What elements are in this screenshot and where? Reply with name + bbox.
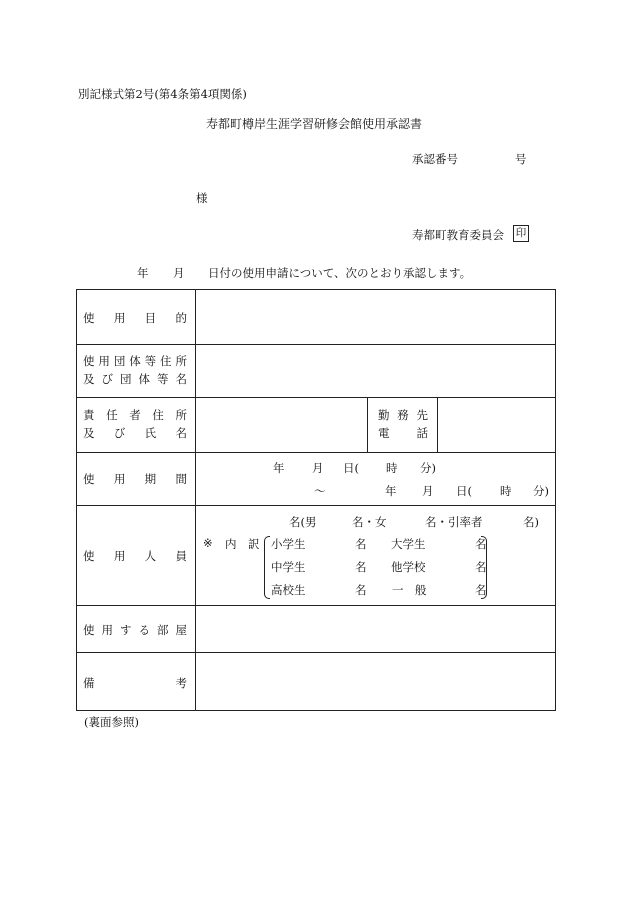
workplace-divider-left xyxy=(367,397,368,452)
row-divider xyxy=(77,505,555,506)
breakdown-brace-left xyxy=(264,536,270,599)
period-start-minute: 分) xyxy=(420,461,436,475)
category-high-school-unit: 名 xyxy=(355,583,367,597)
users-total: 名(男 xyxy=(289,515,317,529)
form-number-label: 別記様式第2号(第4条第4項関係) xyxy=(78,87,247,101)
remarks-field[interactable] xyxy=(196,653,555,711)
period-start-year: 年 xyxy=(273,461,285,475)
category-general-unit: 名 xyxy=(475,583,487,597)
period-end-day: 日( xyxy=(456,484,472,498)
period-start-hour: 時 xyxy=(386,461,398,475)
intro-text: 日付の使用申請について、次のとおり承認します。 xyxy=(208,266,472,280)
purpose-label: 使 用 目 的 xyxy=(83,311,187,325)
document-title: 寿都町樽岸生涯学習研修会館使用承認書 xyxy=(206,117,423,131)
users-label: 使 用 人 員 xyxy=(83,549,187,563)
users-female: 名・女 xyxy=(352,515,387,529)
breakdown-label-1: 内 xyxy=(225,537,237,551)
group-address-field[interactable] xyxy=(196,345,555,397)
room-field[interactable] xyxy=(196,606,555,652)
breakdown-label-2: 訳 xyxy=(248,537,260,551)
users-close: 名) xyxy=(523,515,539,529)
responsible-name-label: 及 び 氏 名 xyxy=(83,426,187,440)
category-general-2: 般 xyxy=(415,583,427,597)
period-end-month: 月 xyxy=(422,484,434,498)
period-end-minute: 分) xyxy=(533,484,549,498)
addressee-suffix: 様 xyxy=(196,191,208,205)
category-junior-high-unit: 名 xyxy=(355,560,367,574)
period-end-year: 年 xyxy=(385,484,397,498)
intro-year: 年 xyxy=(137,266,149,280)
responsible-person-field[interactable] xyxy=(196,398,366,452)
period-start-month: 月 xyxy=(312,461,324,475)
category-general-1: 一 xyxy=(392,583,404,597)
category-elementary-unit: 名 xyxy=(355,537,367,551)
users-chaperone: 名・引率者 xyxy=(425,515,483,529)
period-end-hour: 時 xyxy=(500,484,512,498)
category-high-school: 高校生 xyxy=(271,583,306,597)
issuer-name: 寿都町教育委員会 xyxy=(412,228,504,242)
period-start-day: 日( xyxy=(343,461,359,475)
period-tilde: ～ xyxy=(314,484,326,498)
workplace-phone-field[interactable] xyxy=(438,398,555,452)
category-university-unit: 名 xyxy=(475,537,487,551)
room-label: 使 用 す る 部 屋 xyxy=(83,623,187,637)
intro-month: 月 xyxy=(173,266,185,280)
group-address-label: 使 用 団 体 等 住 所 xyxy=(83,354,187,368)
purpose-field[interactable] xyxy=(196,291,555,344)
approval-number-suffix: 号 xyxy=(515,152,527,166)
category-other-school-unit: 名 xyxy=(475,560,487,574)
reverse-side-note: (裏面参照) xyxy=(84,715,139,729)
period-label: 使 用 期 間 xyxy=(83,472,187,486)
responsible-address-label: 責 任 者 住 所 xyxy=(83,408,187,422)
category-other-school: 他学校 xyxy=(391,560,426,574)
category-junior-high: 中学生 xyxy=(271,560,306,574)
category-elementary: 小学生 xyxy=(271,537,306,551)
group-name-label: 及 び 団 体 等 名 xyxy=(83,372,187,386)
phone-label: 電 話 xyxy=(378,426,428,440)
remarks-label: 備 考 xyxy=(83,676,187,690)
note-mark: ※ xyxy=(203,536,213,550)
approval-number-label: 承認番号 xyxy=(412,152,458,166)
category-university: 大学生 xyxy=(391,537,426,551)
row-divider xyxy=(77,452,555,453)
approval-form-table xyxy=(76,289,556,711)
workplace-label: 勤 務 先 xyxy=(378,408,428,422)
seal-stamp: 印 xyxy=(513,225,529,242)
